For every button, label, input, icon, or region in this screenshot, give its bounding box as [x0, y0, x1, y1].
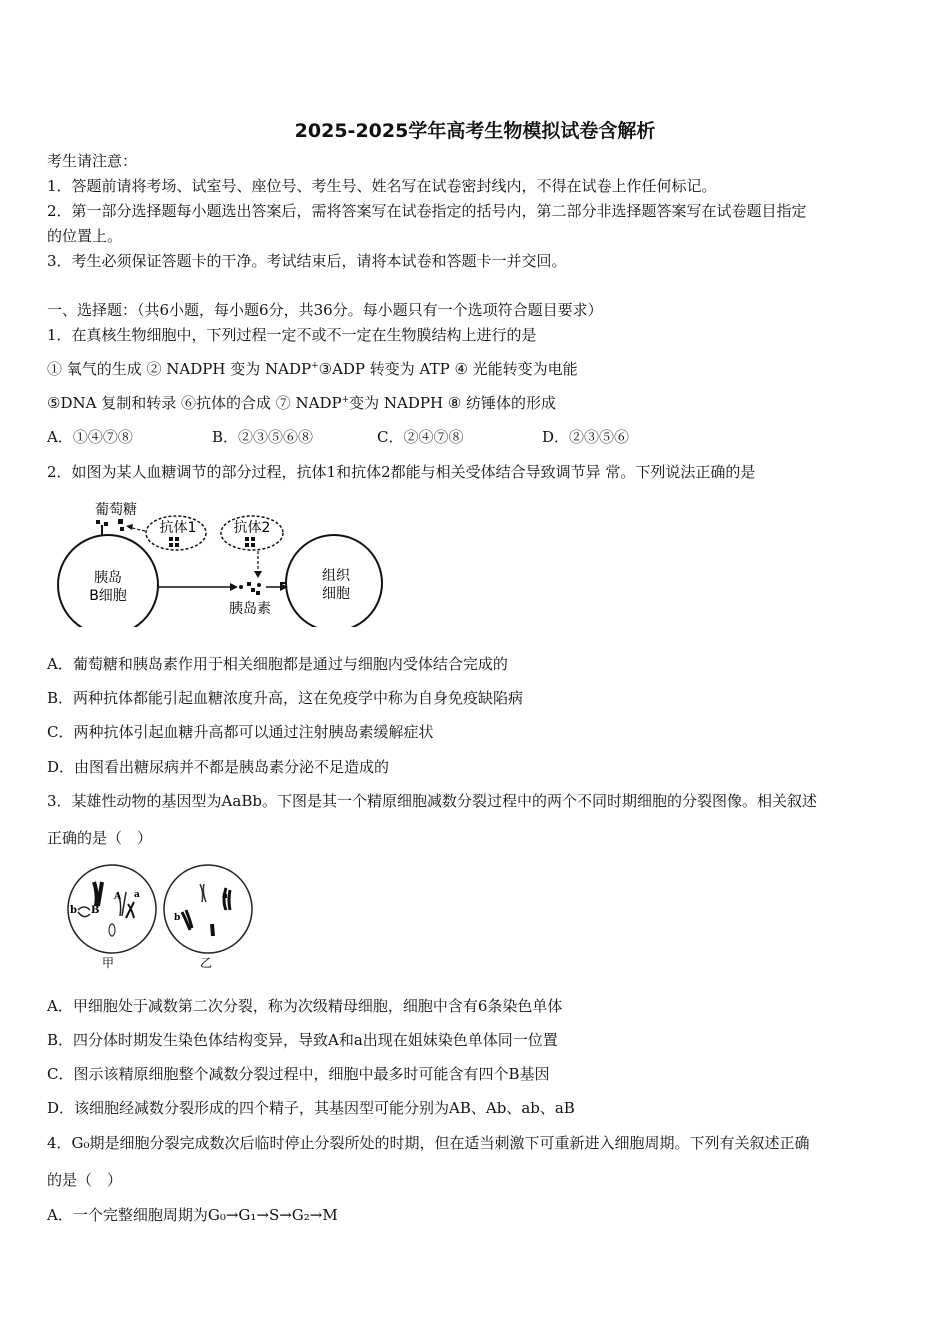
q2-option-d[interactable]: D．由图看出糖尿病并不都是胰岛素分泌不足造成的 [47, 758, 390, 776]
q1-items-2-sup: + [341, 395, 350, 405]
q1-items-2a: ⑤DNA 复制和转录 ⑥抗体的合成 ⑦ NADP [47, 394, 342, 412]
q3-option-b[interactable]: B．四分体时期发生染色体结构变异，导致A和a出现在姐妹染色单体同一位置 [47, 1031, 558, 1049]
secretion-arrowhead [230, 583, 238, 591]
antibody1-arrowhead [126, 524, 133, 530]
q1-items-1b: ③ADP 转变为 ATP ④ 光能转变为电能 [318, 360, 578, 378]
label-yi: 乙 [199, 956, 213, 970]
q1-options [47, 427, 629, 447]
page-title: 2025-2025学年高考生物模拟试卷含解析 [294, 120, 656, 142]
cell-yi [164, 865, 252, 953]
q3-option-c[interactable]: C．图示该精原细胞整个减数分裂过程中，细胞中最多时可能含有四个B基因 [47, 1065, 550, 1083]
antibody2-arrowhead [254, 571, 262, 578]
q1-items-line-1 [47, 359, 578, 379]
glucose-molecules [96, 519, 124, 531]
q1-stem: 1．在真核生物细胞中，下列过程一定不或不一定在生物膜结构上进行的是 [47, 326, 537, 344]
notice-item-3: 3．考生必须保证答题卡的干净。考试结束后，请将本试卷和答题卡一并交回。 [47, 252, 567, 270]
q1-option-a[interactable]: A．①④⑦⑧ [47, 428, 133, 446]
label-jia: 甲 [101, 956, 115, 970]
q1-option-c[interactable]: C．②④⑦⑧ [377, 428, 464, 446]
q4-option-a[interactable]: A．一个完整细胞周期为G₀→G₁→S→G₂→M [47, 1206, 338, 1224]
notice-item-2-cont: 的位置上。 [47, 227, 123, 245]
q3-option-d[interactable]: D．该细胞经减数分裂形成的四个精子，其基因型可能分别为AB、Ab、ab、aB [47, 1099, 575, 1117]
cell-jia-chromosomes [78, 882, 134, 936]
q1-items-line-2 [47, 393, 556, 413]
notice-item-1: 1．答题前请将考场、试室号、座位号、考生号、姓名写在试卷密封线内，不得在试卷上作任何标记。 [47, 177, 717, 195]
insulin-molecules [239, 582, 261, 595]
q3-stem-1: 3．某雄性动物的基因型为AaBb。下图是其一个精原细胞减数分裂过程中的两个不同时期细胞的分裂图像。相关叙述 [47, 792, 817, 810]
q1-items-1a: ① 氧气的生成 ② NADPH 变为 NADP [47, 360, 312, 378]
q2-option-c[interactable]: C．两种抗体引起血糖升高都可以通过注射胰岛素缓解症状 [47, 723, 434, 741]
q2-stem: 2．如图为某人血糖调节的部分过程，抗体1和抗体2都能与相关受体结合导致调节异 常。下列说法正确的是 [47, 463, 756, 481]
cell1-label-1: 胰岛 [94, 570, 122, 586]
notice-item-2: 2．第一部分选择题每小题选出答案后，需将答案写在试卷指定的括号内，第二部分非选择题答案写在试卷题目指定 [47, 202, 807, 220]
antibody1-label: 抗体1 [159, 520, 197, 536]
cell-jia [68, 865, 156, 953]
gene-label-yi-b: b [174, 913, 181, 923]
insulin-label: 胰岛素 [229, 601, 271, 617]
notice-heading: 考生请注意： [47, 152, 138, 170]
q2-option-b[interactable]: B．两种抗体都能引起血糖浓度升高，这在免疫学中称为自身免疫缺陷病 [47, 689, 524, 707]
cell2-label-1: 组织 [322, 568, 350, 584]
section-heading: 一、选择题：（共6小题，每小题6分，共36分。每小题只有一个选项符合题目要求） [47, 301, 603, 319]
antibody1-molecules [169, 537, 179, 547]
q2-option-a[interactable]: A．葡萄糖和胰岛素作用于相关细胞都是通过与细胞内受体结合完成的 [47, 655, 508, 673]
q4-stem-2: 的是（ ） [47, 1171, 123, 1189]
q1-option-d[interactable]: D．②③⑤⑥ [542, 428, 630, 446]
glucose-label: 葡萄糖 [95, 502, 137, 518]
blood-sugar-diagram [44, 497, 389, 627]
gene-label-b: b [70, 905, 77, 916]
cell2-label-2: 细胞 [322, 586, 350, 602]
cell1-label-2: B细胞 [89, 588, 127, 604]
q1-items-2b: 变为 NADPH ⑧ 纺锤体的形成 [349, 394, 557, 412]
antibody2-molecules [245, 537, 255, 547]
q4-stem-1: 4．G₀期是细胞分裂完成数次后临时停止分裂所处的时期，但在适当刺激下可重新进入细胞周期。下列有关叙述正确 [47, 1134, 810, 1152]
meiosis-diagram [62, 864, 262, 972]
gene-label-yi-a: a [222, 891, 228, 901]
gene-label-A: A [114, 892, 121, 902]
q3-stem-2: 正确的是（ ） [47, 829, 153, 847]
antibody2-label: 抗体2 [233, 520, 271, 536]
q1-items-1-sup: + [311, 361, 319, 371]
q1-option-b[interactable]: B．②③⑤⑥⑧ [212, 428, 314, 446]
gene-label-a: a [134, 890, 140, 900]
gene-label-B: B [91, 905, 100, 916]
q3-option-a[interactable]: A．甲细胞处于减数第二次分裂，称为次级精母细胞，细胞中含有6条染色单体 [47, 997, 563, 1015]
